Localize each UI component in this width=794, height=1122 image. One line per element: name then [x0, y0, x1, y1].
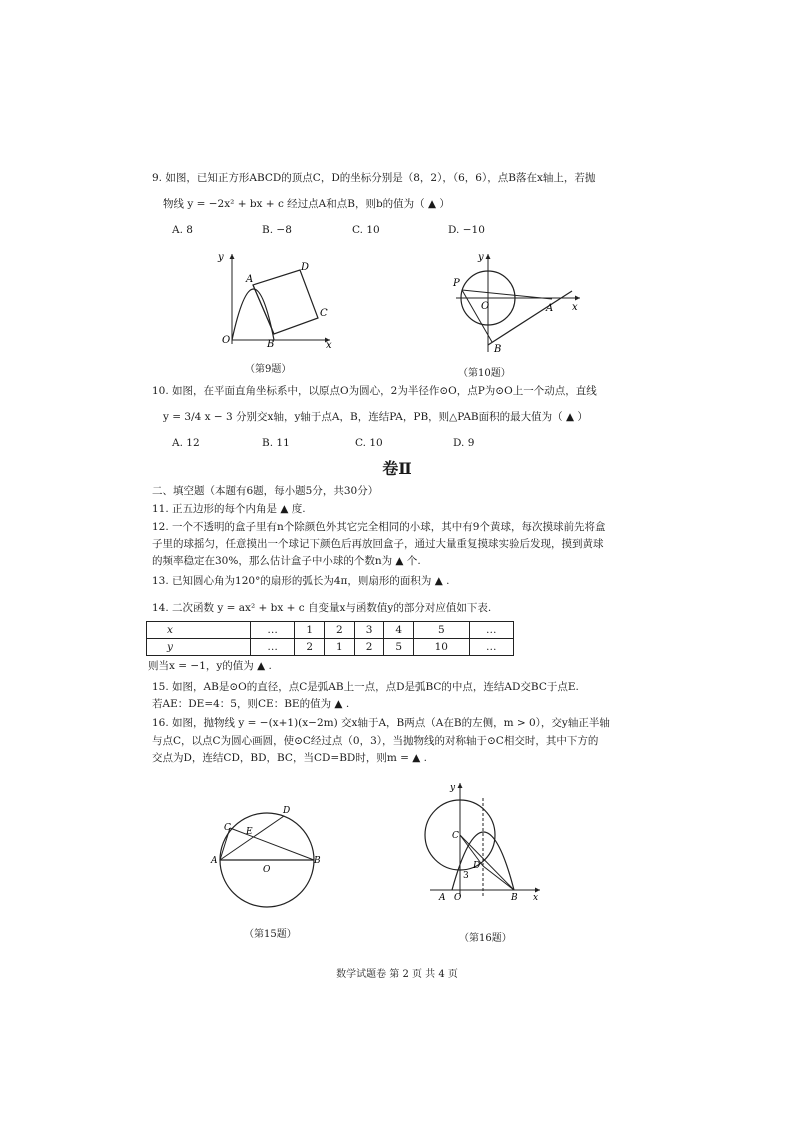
table-cell: 2: [295, 639, 325, 656]
q16-caption: （第16题）: [459, 933, 512, 944]
q12-line2: 子里的球摇匀，任意摸出一个球记下颜色后再放回盒子，通过大量重复摸球实验后发现，摸到黄球: [152, 538, 604, 550]
table-cell: …: [469, 622, 513, 639]
table-row: [147, 639, 514, 656]
table-cell: x: [147, 622, 251, 639]
q15-line2: 若AE：DE=4：5，则CE：BE的值为 ▲ .: [152, 698, 350, 710]
q10-line2: y = 3/4 x − 3 分别交x轴，y轴于点A，B，连结PA，PB，则△PAB面积的最大值为（ ▲ ）: [163, 411, 588, 423]
q15-caption: （第15题）: [244, 929, 297, 940]
q12-line1: 12. 一个不透明的盒子里有n个除颜色外其它完全相同的小球，其中有9个黄球，每次摸球前先将盒: [152, 521, 606, 533]
table-cell: 2: [354, 639, 384, 656]
table-cell: 5: [414, 622, 469, 639]
fig9-label-b: B: [267, 339, 275, 350]
fig16-label-y: y: [450, 783, 456, 793]
q9-option-b: B. −8: [262, 224, 292, 236]
table-cell: 3: [354, 622, 384, 639]
q9-caption: （第9题）: [245, 364, 292, 375]
figure-16: [422, 778, 547, 903]
section2-title: 二、填空题（本题有6题，每小题5分，共30分）: [152, 485, 379, 497]
table-cell: 1: [325, 639, 355, 656]
q14-after: 则当x = −1，y的值为 ▲ .: [148, 660, 272, 672]
fig10-label-a: A: [546, 303, 554, 314]
fig15-label-e: E: [246, 827, 253, 837]
fig15-label-b: B: [314, 856, 321, 866]
fig16-label-o: O: [454, 893, 462, 903]
q10-caption: （第10题）: [458, 368, 511, 379]
fig9-label-x: x: [326, 340, 332, 351]
fig16-label-b: B: [511, 893, 518, 903]
figure-10: [448, 248, 588, 358]
table-cell: 2: [325, 622, 355, 639]
q12-line3: 的频率稳定在30%，那么估计盒子中小球的个数n为 ▲ 个.: [152, 555, 421, 567]
fig16-label-a: A: [439, 893, 446, 903]
q14-value-table: [146, 621, 514, 656]
q10-option-b: B. 11: [262, 437, 290, 449]
q9-line1: 9. 如图，已知正方形ABCD的顶点C，D的坐标分别是（8，2），（6，6），点B落在x轴上，若抛: [152, 172, 596, 184]
q10-line1: 10. 如图，在平面直角坐标系中，以原点O为圆心，2为半径作⊙O，点P为⊙O上一个动点，直线: [152, 385, 597, 397]
q15-line1: 15. 如图，AB是⊙O的直径，点C是弧AB上一点，点D是弧BC的中点，连结AD交BC于点E.: [152, 681, 579, 693]
q13: 13. 已知圆心角为120°的扇形的弧长为4π，则扇形的面积为 ▲ .: [152, 575, 450, 587]
q10-option-a: A. 12: [172, 437, 200, 449]
q11: 11. 正五边形的每个内角是 ▲ 度.: [152, 503, 306, 515]
q10-option-c: C. 10: [355, 437, 383, 449]
fig9-label-a: A: [246, 274, 254, 285]
fig10-label-p: P: [453, 278, 460, 289]
fig9-label-o: O: [222, 335, 231, 346]
table-cell: 1: [295, 622, 325, 639]
fig10-label-x: x: [572, 302, 578, 313]
fig15-label-d: D: [283, 806, 291, 816]
table-row: [147, 622, 514, 639]
fig15-label-c: C: [224, 823, 231, 833]
q9-option-a: A. 8: [172, 224, 193, 236]
fig16-label-3: 3: [463, 871, 469, 881]
table-cell: 10: [414, 639, 469, 656]
fig9-label-c: C: [320, 308, 328, 319]
q10-option-d: D. 9: [453, 437, 475, 449]
table-cell: …: [250, 639, 294, 656]
q9-option-c: C. 10: [352, 224, 380, 236]
fig10-label-o: O: [481, 301, 490, 312]
fig16-label-x: x: [533, 893, 539, 903]
q16-line2: 与点C，以点C为圆心画圆，使⊙C经过点（0，3），当抛物线的对称轴于⊙C相交时，其中下方的: [152, 735, 599, 747]
q16-line3: 交点为D，连结CD，BD，BC，当CD=BD时，则m = ▲ .: [152, 752, 428, 764]
fig10-label-b: B: [494, 344, 502, 355]
table-cell: …: [250, 622, 294, 639]
table-cell: 4: [384, 622, 414, 639]
q16-line1: 16. 如图，抛物线 y = −(x+1)(x−2m) 交x轴于A，B两点（A在B的左侧，m > 0），交y轴正半轴: [152, 717, 610, 729]
fig16-label-d: D: [473, 861, 481, 871]
table-cell: 5: [384, 639, 414, 656]
q9-line2: 物线 y = −2x² + bx + c 经过点A和点B，则b的值为（ ▲ ）: [163, 198, 450, 210]
fig16-label-c: C: [452, 831, 459, 841]
q9-option-d: D. −10: [448, 224, 485, 236]
figure-15: [208, 800, 328, 915]
table-cell: y: [147, 639, 251, 656]
q14-line1: 14. 二次函数 y = ax² + bx + c 自变量x与函数值y的部分对应值如下表.: [152, 602, 492, 614]
fig15-label-o: O: [263, 865, 271, 875]
page-footer: 数学试题卷 第 2 页 共 4 页: [336, 969, 458, 980]
table-cell: …: [469, 639, 513, 656]
figure-9: [210, 248, 340, 353]
fig10-label-y: y: [478, 252, 484, 263]
volume-title: 卷Ⅱ: [382, 459, 412, 478]
fig15-label-a: A: [211, 856, 218, 866]
fig9-label-d: D: [301, 262, 310, 273]
fig9-label-y: y: [218, 252, 224, 263]
